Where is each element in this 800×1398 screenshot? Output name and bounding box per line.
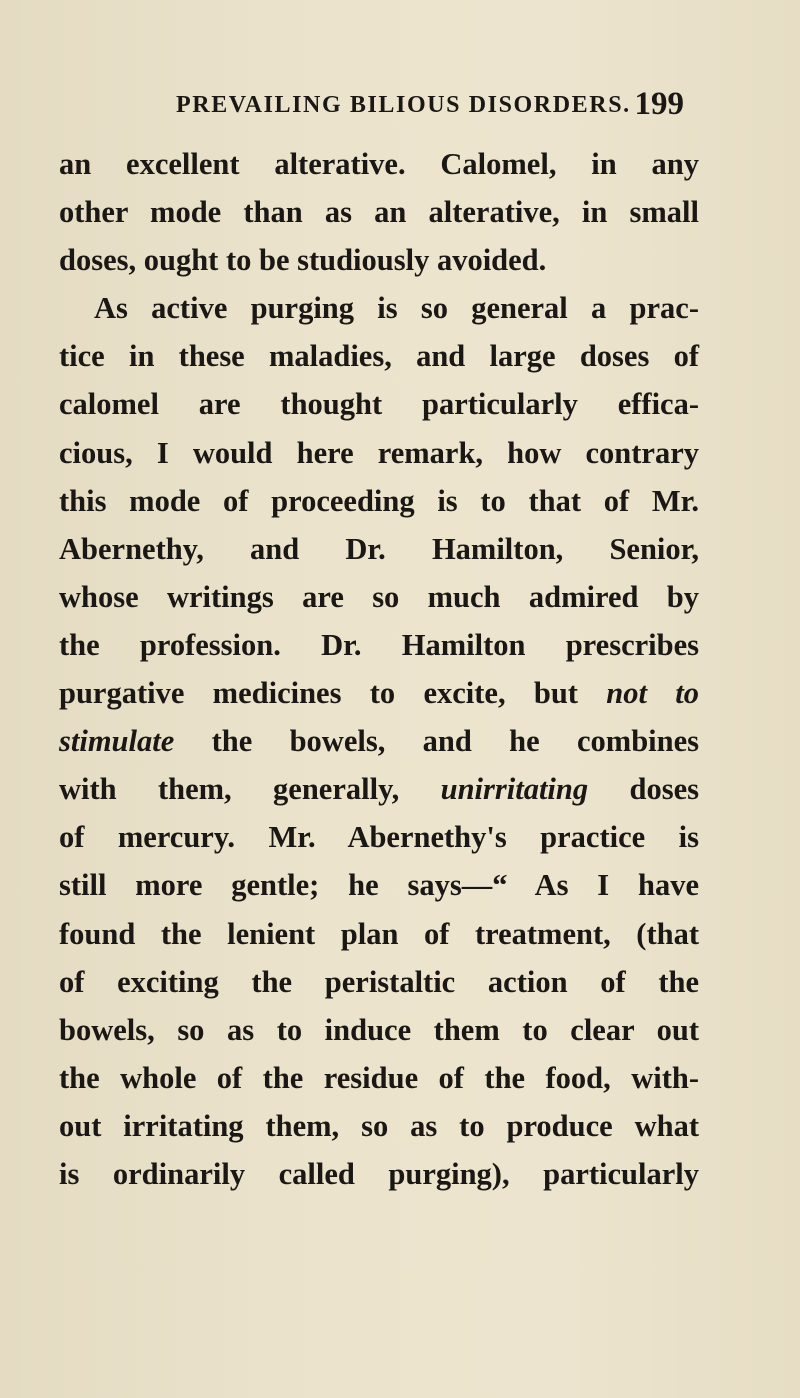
- paragraph-start-line: As active purging is so general a prac-: [94, 291, 699, 326]
- text-line: of exciting the peristaltic action of the: [59, 964, 699, 999]
- text-line: the whole of the residue of the food, with-: [59, 1060, 699, 1095]
- text-line: calomel are thought particularly effica-: [59, 387, 699, 422]
- text-line: found the lenient plan of treatment, (that: [59, 916, 699, 951]
- italic-emphasis: stimulate: [59, 724, 175, 759]
- body-text: [59, 140, 699, 1198]
- text-line: purgative medicines to excite, but not to: [59, 676, 699, 711]
- text-line: doses, ought to be studiously avoided.: [59, 243, 547, 278]
- text-line: this mode of proceeding is to that of Mr.: [59, 483, 699, 518]
- text-line: cious, I would here remark, how contrary: [59, 435, 699, 470]
- page-number: 199: [634, 86, 684, 122]
- page-header: [176, 86, 684, 126]
- text-line: other mode than as an alterative, in small: [59, 195, 699, 230]
- text-line: Abernethy, and Dr. Hamilton, Senior,: [59, 531, 699, 566]
- italic-emphasis: unirritating: [440, 772, 589, 807]
- text-line: still more gentle; he says—“ As I have: [59, 868, 699, 903]
- text-line: the profession. Dr. Hamilton prescribes: [59, 627, 699, 662]
- text-line: whose writings are so much admired by: [59, 579, 699, 614]
- text-line: of mercury. Mr. Abernethy's practice is: [59, 820, 699, 855]
- text-line: an excellent alterative. Calomel, in any: [59, 147, 699, 181]
- text-line: tice in these maladies, and large doses of: [59, 339, 699, 374]
- text-line: stimulate the bowels, and he combines: [59, 724, 699, 759]
- italic-emphasis: not to: [606, 676, 699, 711]
- text-line: is ordinarily called purging), particularly: [59, 1156, 699, 1191]
- text-line: out irritating them, so as to produce what: [59, 1108, 699, 1143]
- running-title: PREVAILING BILIOUS DISORDERS.: [176, 92, 631, 118]
- text-line: with them, generally, unirritating doses: [59, 772, 699, 807]
- text-line: bowels, so as to induce them to clear out: [59, 1012, 699, 1047]
